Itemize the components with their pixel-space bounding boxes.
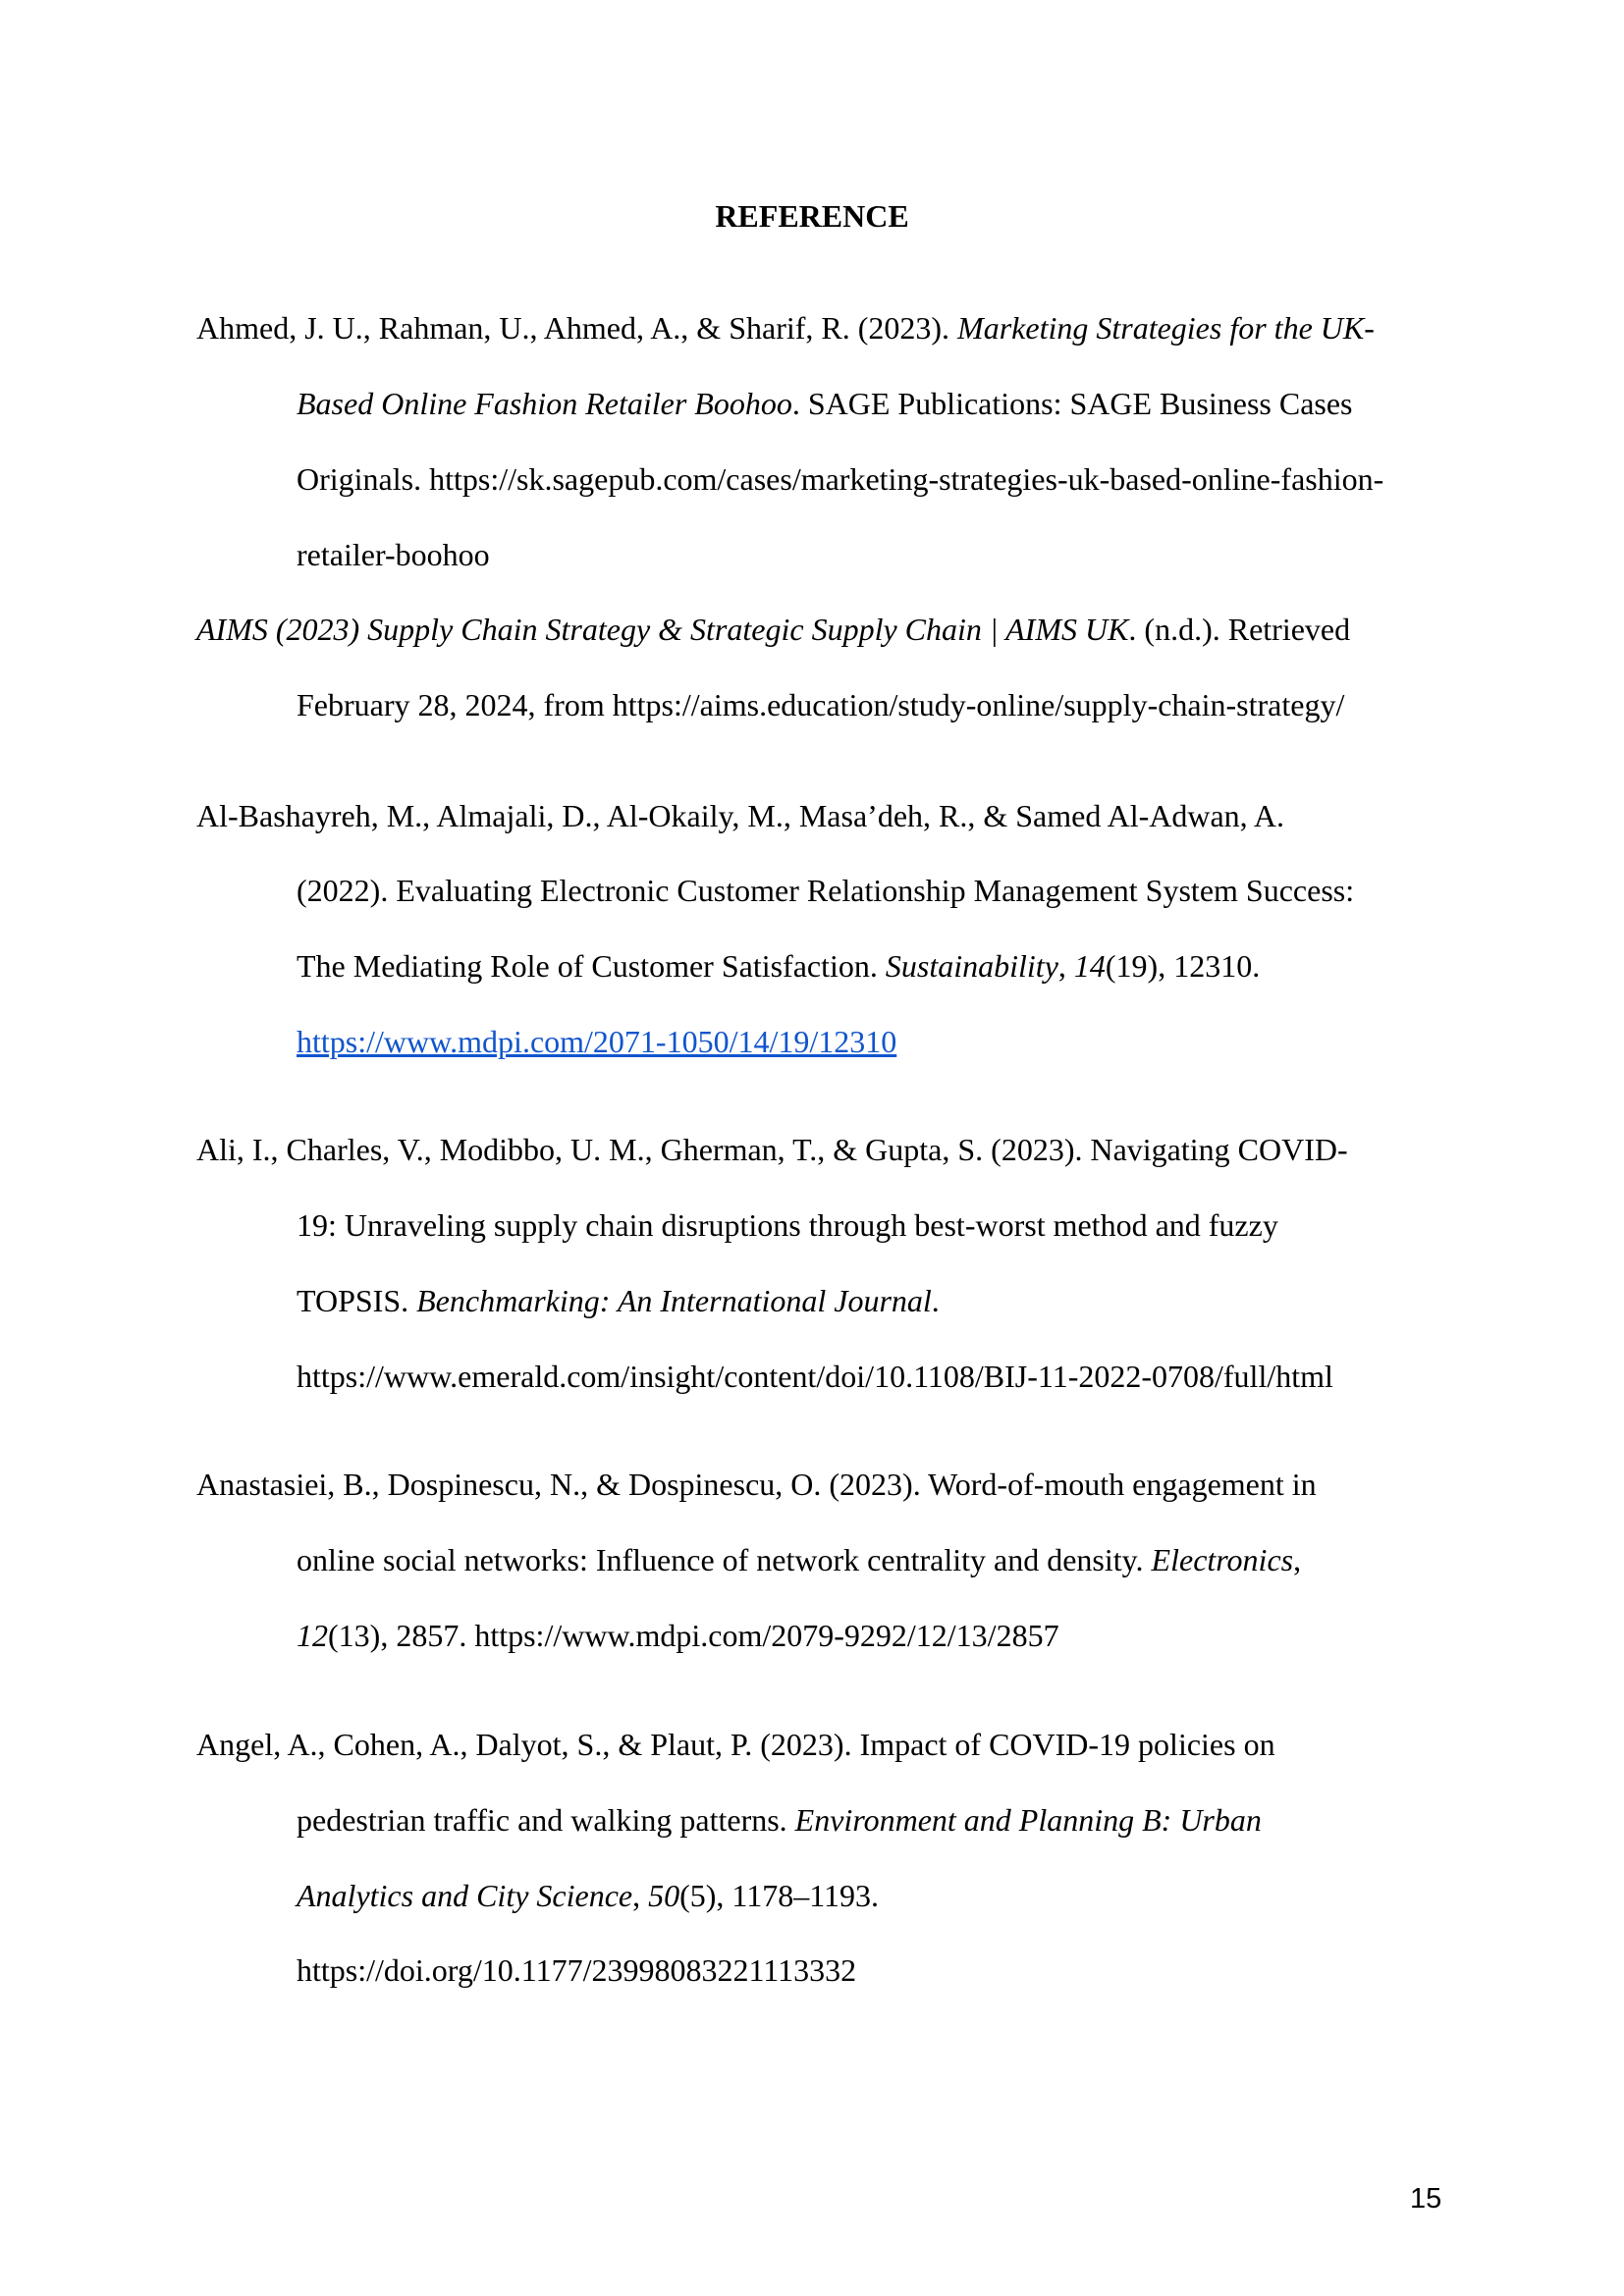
reference-1-line-1 xyxy=(196,308,1375,347)
text-run: 19: Unraveling supply chain disruptions through best-worst method and fuzzy xyxy=(297,1207,1278,1243)
text-run: (2022). Evaluating Electronic Customer Relationship Management System Success: xyxy=(297,873,1355,908)
italic-text: AIMS (2023) Supply Chain Strategy & Strategic Supply Chain | AIMS UK xyxy=(196,612,1129,647)
text-run: Ali, I., Charles, V., Modibbo, U. M., Gherman, T., & Gupta, S. (2023). Navigating COVID- xyxy=(196,1132,1348,1167)
reference-4-line-2 xyxy=(297,1205,1278,1245)
reference-6-line-3 xyxy=(297,1876,879,1915)
reference-1-line-3 xyxy=(297,459,1383,499)
text-run: . (n.d.). Retrieved xyxy=(1128,612,1351,647)
reference-2-line-2 xyxy=(297,685,1344,724)
text-run: TOPSIS. xyxy=(297,1283,417,1318)
text-run: . SAGE Publications: SAGE Business Cases xyxy=(791,386,1353,421)
italic-text: Benchmarking: An International Journal xyxy=(416,1283,932,1318)
text-run: (5), 1178–1193. xyxy=(679,1878,880,1913)
italic-text: Sustainability xyxy=(885,948,1058,984)
reference-3-line-2 xyxy=(297,871,1354,910)
reference-link[interactable]: https://www.mdpi.com/2071-1050/14/19/12310 xyxy=(297,1024,897,1059)
reference-4-line-1 xyxy=(196,1130,1348,1169)
italic-text: Electronics xyxy=(1151,1542,1294,1577)
text-run: The Mediating Role of Customer Satisfaction. xyxy=(297,948,886,984)
reference-2-line-1 xyxy=(196,610,1350,649)
text-run: , xyxy=(1057,948,1074,984)
italic-text: 50 xyxy=(648,1878,680,1913)
text-run: Ahmed, J. U., Rahman, U., Ahmed, A., & Sharif, R. (2023). xyxy=(196,310,958,346)
italic-text: Analytics and City Science xyxy=(297,1878,633,1913)
reference-3-line-3 xyxy=(297,946,1260,986)
reference-3-line-1 xyxy=(196,796,1284,835)
text-run: Anastasiei, B., Dospinescu, N., & Dospinescu, O. (2023). Word-of-mouth engagement in xyxy=(196,1467,1317,1502)
text-run: (13), 2857. https://www.mdpi.com/2079-9292/12/13/2857 xyxy=(328,1618,1059,1653)
reference-5-line-3 xyxy=(297,1616,1059,1655)
text-run: Angel, A., Cohen, A., Dalyot, S., & Plaut, P. (2023). Impact of COVID-19 policies on xyxy=(196,1727,1275,1762)
text-run: https://doi.org/10.1177/23998083221113332 xyxy=(297,1952,857,1988)
italic-text: 12 xyxy=(297,1618,328,1653)
reference-1-line-2 xyxy=(297,384,1353,423)
reference-5-line-2 xyxy=(297,1540,1301,1579)
text-run: (19), 12310. xyxy=(1105,948,1261,984)
text-run: Originals. https://sk.sagepub.com/cases/marketing-strategies-uk-based-online-fashion- xyxy=(297,461,1384,497)
italic-text: Based Online Fashion Retailer Boohoo xyxy=(297,386,792,421)
text-run: . xyxy=(931,1283,940,1318)
italic-text: 14 xyxy=(1073,948,1106,984)
text-run: pedestrian traffic and walking patterns. xyxy=(297,1802,795,1838)
reference-6-line-2 xyxy=(297,1800,1262,1840)
reference-5-line-1 xyxy=(196,1465,1317,1504)
text-run: Al-Bashayreh, M., Almajali, D., Al-Okaily, M., Masa’deh, R., & Samed Al-Adwan, A. xyxy=(196,798,1284,833)
page-number: 15 xyxy=(1410,2183,1442,2215)
reference-4-line-3 xyxy=(297,1281,940,1320)
page-title: REFERENCE xyxy=(715,198,909,234)
reference-3-line-4 xyxy=(297,1022,896,1061)
reference-6-line-1 xyxy=(196,1725,1275,1764)
reference-1-line-4 xyxy=(297,535,490,574)
text-run: https://www.emerald.com/insight/content/doi/10.1108/BIJ-11-2022-0708/full/html xyxy=(297,1359,1333,1394)
reference-4-line-4 xyxy=(297,1357,1333,1396)
text-run: , xyxy=(632,1878,649,1913)
italic-text: Marketing Strategies for the UK- xyxy=(957,310,1375,346)
italic-text: Environment and Planning B: Urban xyxy=(794,1802,1262,1838)
text-run: , xyxy=(1293,1542,1302,1577)
reference-6-line-4 xyxy=(297,1950,856,1990)
text-run: retailer-boohoo xyxy=(297,537,490,572)
text-run: February 28, 2024, from https://aims.education/study-online/supply-chain-strategy/ xyxy=(297,687,1345,722)
text-run: online social networks: Influence of network centrality and density. xyxy=(297,1542,1152,1577)
